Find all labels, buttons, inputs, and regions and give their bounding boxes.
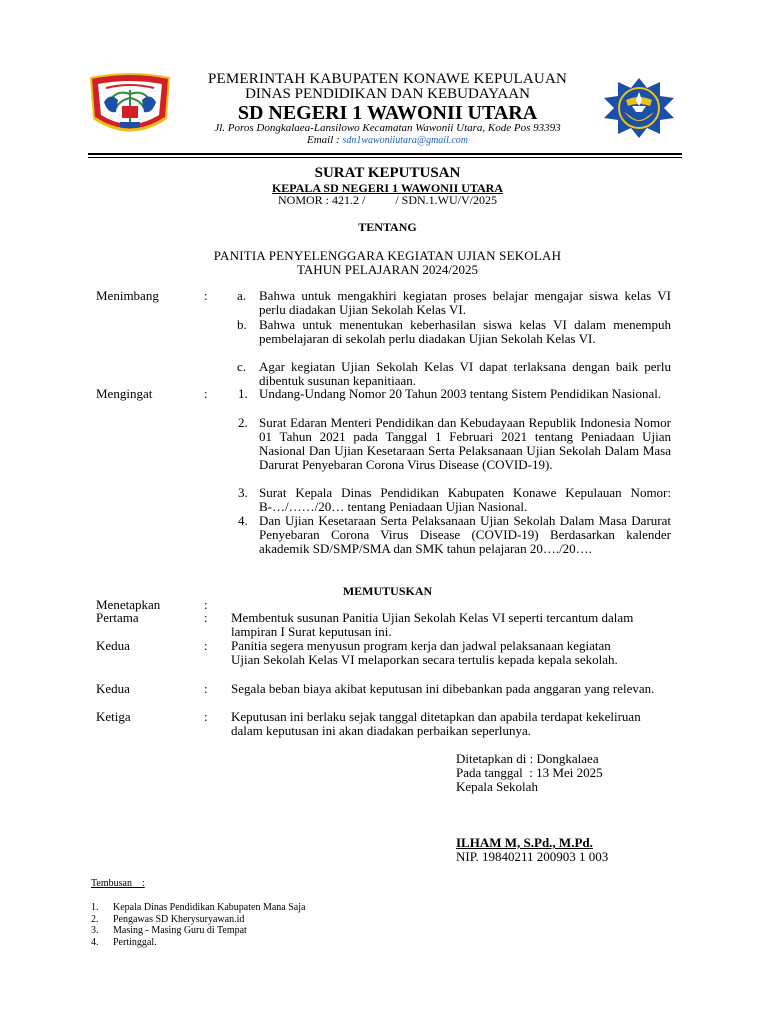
- decision-colon: :: [204, 610, 208, 625]
- decision-colon: :: [204, 709, 208, 724]
- menimbang-item: Bahwa untuk menentukan keberhasilan siswa kelas VI dalam menempuh pembelajaran di sekolah perlu diadakan Ujian Sekolah Kelas VI.: [259, 317, 671, 346]
- decision-text: Membentuk susunan Panitia Ujian Sekolah Kelas VI seperti tercantum dalam lampiran I Surat keputusan ini.: [231, 610, 634, 639]
- mengingat-item: Surat Kepala Dinas Pendidikan Kabupaten Konawe Kepulauan Nomor: B-…/……/20… tentang Peniadaan Ujian Nasional.: [259, 485, 671, 514]
- menimbang-item: Agar kegiatan Ujian Sekolah Kelas VI dapat terlaksana dengan baik perlu dibentuk susunan kepanitiaan.: [259, 359, 671, 388]
- school-name: SD NEGERI 1 WAWONII UTARA: [237, 102, 538, 124]
- mengingat-item: Undang-Undang Nomor 20 Tahun 2003 tentang Sistem Pendidikan Nasional.: [259, 386, 662, 401]
- list-marker: 4.: [238, 513, 248, 528]
- tembusan-item: Pertinggal.: [113, 936, 157, 948]
- tembusan-heading: Tembusan :: [91, 878, 145, 889]
- tentang-heading: TENTANG: [358, 220, 417, 234]
- document-subtitle: KEPALA SD NEGERI 1 WAWONII UTARA: [271, 181, 504, 195]
- decision-colon: :: [204, 597, 208, 612]
- list-marker: 2.: [238, 415, 248, 430]
- email-line: [150, 134, 625, 147]
- decision-text: Segala beban biaya akibat keputusan ini dibebankan pada anggaran yang relevan.: [231, 681, 655, 696]
- signatory-name: ILHAM M, S.Pd., M.Pd.: [456, 835, 593, 850]
- signature-position: Kepala Sekolah: [456, 779, 538, 794]
- list-marker: 1.: [91, 902, 99, 913]
- list-marker: 3.: [91, 925, 99, 936]
- subject-line-1: PANITIA PENYELENGGARA KEGIATAN UJIAN SEKOLAH: [213, 248, 562, 263]
- list-marker: 2.: [91, 913, 99, 925]
- mengingat-colon: :: [204, 386, 208, 401]
- list-marker: b.: [237, 317, 247, 332]
- mengingat-item: Dan Ujian Kesetaraan Serta Pelaksanaan Ujian Sekolah Dalam Masa Darurat Penyebaran Corona Virus Disease (COVID-19) Berdasarkan kalender akademik SD/SMP/SMA dan SMK tahun pelajaran 20…./20….: [259, 513, 671, 556]
- government-name: PEMERINTAH KABUPATEN KONAWE KEPULAUAN: [207, 71, 568, 87]
- document-number: NOMOR : 421.2 / / SDN.1.WU/V/2025: [277, 193, 497, 207]
- list-marker: 4.: [91, 936, 99, 948]
- school-address: Jl. Poros Dongkalaea-Lansilowo Kecamatan Wawonii Utara, Kode Pos 93393: [214, 122, 561, 134]
- mengingat-label: Mengingat: [96, 386, 153, 401]
- list-marker: c.: [237, 359, 247, 374]
- signatory-nip: NIP. 19840211 200903 1 003: [456, 849, 609, 864]
- header-divider-thin: [88, 157, 682, 158]
- decision-label: Pertama: [96, 610, 139, 625]
- signature-date: Pada tanggal : 13 Mei 2025: [456, 765, 603, 780]
- menimbang-item: Bahwa untuk mengakhiri kegiatan proses belajar mengajar siswa kelas VI perlu diadakan Ujian Sekolah Kelas VI.: [259, 288, 671, 317]
- tembusan-item: Masing - Masing Guru di Tempat: [113, 925, 247, 936]
- decision-text: Panitia segera menyusun program kerja dan jadwal pelaksanaan kegiatan Ujian Sekolah Kelas VI melaporkan secara tertulis kepada kepala sekolah.: [231, 638, 618, 667]
- decision-colon: :: [204, 638, 208, 653]
- document-title: SURAT KEPUTUSAN: [314, 165, 461, 181]
- decision-label: Ketiga: [96, 709, 131, 724]
- list-marker: 3.: [238, 485, 248, 500]
- memutuskan-heading: MEMUTUSKAN: [342, 584, 433, 598]
- email-link[interactable]: sdn1wawoniiutara@gmail.com: [342, 135, 469, 146]
- decision-text: Keputusan ini berlaku sejak tanggal ditetapkan dan apabila terdapat kekeliruan dalam keputusan ini akan diadakan perbaikan seperlunya.: [231, 709, 641, 738]
- list-marker: a.: [237, 288, 247, 303]
- subject-line-2: TAHUN PELAJARAN 2024/2025: [297, 262, 478, 277]
- decision-label: Kedua: [96, 638, 130, 653]
- tembusan-item: Kepala Dinas Pendidikan Kabupaten Mana Saja: [113, 902, 306, 913]
- menimbang-label: Menimbang: [96, 288, 159, 303]
- department-name: DINAS PENDIDIKAN DAN KEBUDAYAAN: [245, 86, 530, 102]
- mengingat-item: Surat Edaran Menteri Pendidikan dan Kebudayaan Republik Indonesia Nomor 01 Tahun 2021 pada Tanggal 1 Februari 2021 tentang Peniadaan Ujian Nasional Dan Ujian Kesetaraan Serta Pelaksanaan Ujian Sekolah Dalam Masa Darurat Penyebaran Corona Virus Disease (COVID-19).: [259, 415, 671, 472]
- menimbang-colon: :: [204, 288, 208, 303]
- tembusan-item: Pengawas SD Kherysuryawan.id: [113, 913, 245, 925]
- header-divider-thick: [88, 153, 682, 155]
- signature-place: Ditetapkan di : Dongkalaea: [456, 751, 599, 766]
- decision-colon: :: [204, 681, 208, 696]
- email-label: Email :: [306, 134, 340, 146]
- decision-label: Menetapkan: [96, 597, 161, 612]
- decision-label: Kedua: [96, 681, 130, 696]
- list-marker: 1.: [238, 386, 248, 401]
